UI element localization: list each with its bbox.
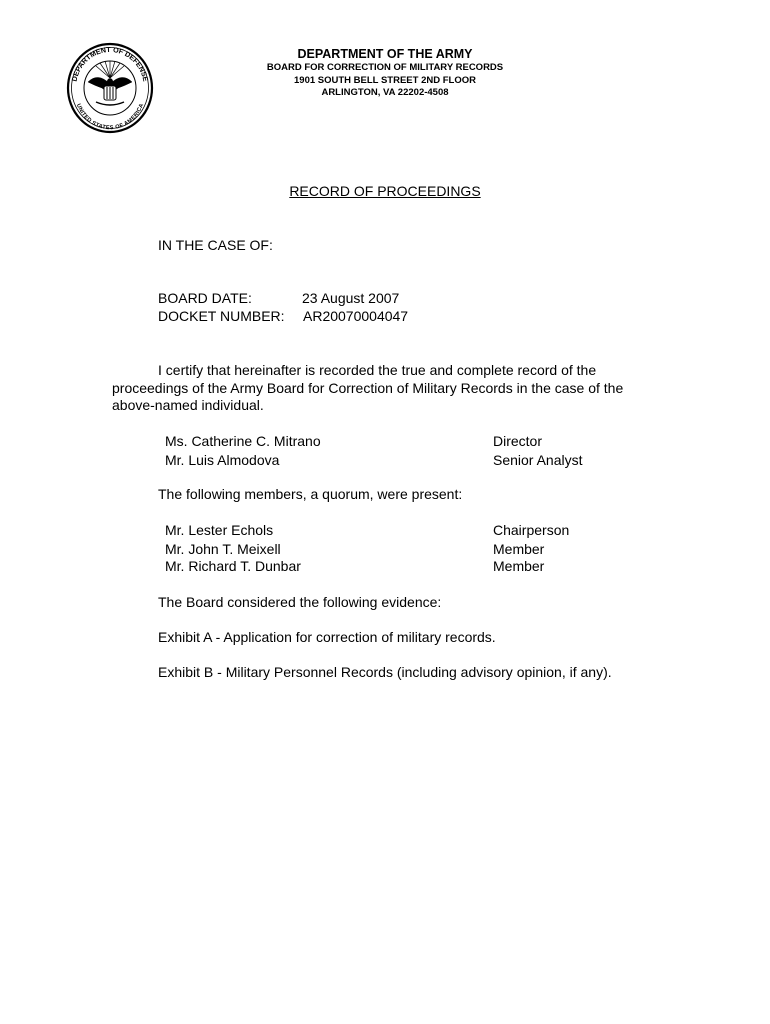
member-name: Mr. John T. Meixell (165, 541, 281, 557)
document-title: RECORD OF PROCEEDINGS (289, 183, 481, 199)
staff-role: Senior Analyst (493, 452, 583, 468)
member-role: Member (493, 541, 545, 557)
street-address: 1901 SOUTH BELL STREET 2ND FLOOR (294, 74, 476, 86)
quorum-statement: The following members, a quorum, were present: (158, 486, 463, 502)
certification-paragraph: I certify that hereinafter is recorded the true and complete record of the proceedings of the Army Board for Correction of Military Records in the case of the above-named individual. (112, 362, 624, 413)
board-name: BOARD FOR CORRECTION OF MILITARY RECORDS (266, 62, 504, 73)
staff-name: Mr. Luis Almodova (165, 452, 280, 468)
staff-name: Ms. Catherine C. Mitrano (165, 433, 321, 449)
member-role: Member (493, 558, 545, 574)
seal-ring-bottom-text: UNITED STATES OF AMERICA (74, 103, 146, 132)
city-address: ARLINGTON, VA 22202-4508 (321, 87, 449, 98)
department-title: DEPARTMENT OF THE ARMY (297, 47, 473, 61)
board-date-value: 23 August 2007 (302, 290, 400, 306)
board-date-label: BOARD DATE: (158, 290, 252, 306)
letterhead (240, 47, 530, 100)
seal-ring-top-text: DEPARTMENT OF DEFENSE (69, 44, 151, 83)
docket-number-label: DOCKET NUMBER: (158, 308, 285, 324)
member-role: Chairperson (493, 522, 570, 538)
docket-number-value: AR20070004047 (303, 308, 409, 324)
department-of-defense-seal (66, 42, 154, 134)
member-name: Mr. Lester Echols (165, 522, 274, 538)
evidence-statement: The Board considered the following evidence: (158, 594, 442, 610)
exhibit-item: Exhibit A - Application for correction of military records. (158, 629, 496, 645)
case-of-label: IN THE CASE OF: (158, 237, 273, 253)
exhibit-item: Exhibit B - Military Personnel Records (including advisory opinion, if any). (158, 664, 612, 680)
member-name: Mr. Richard T. Dunbar (165, 558, 301, 574)
staff-role: Director (493, 433, 543, 449)
